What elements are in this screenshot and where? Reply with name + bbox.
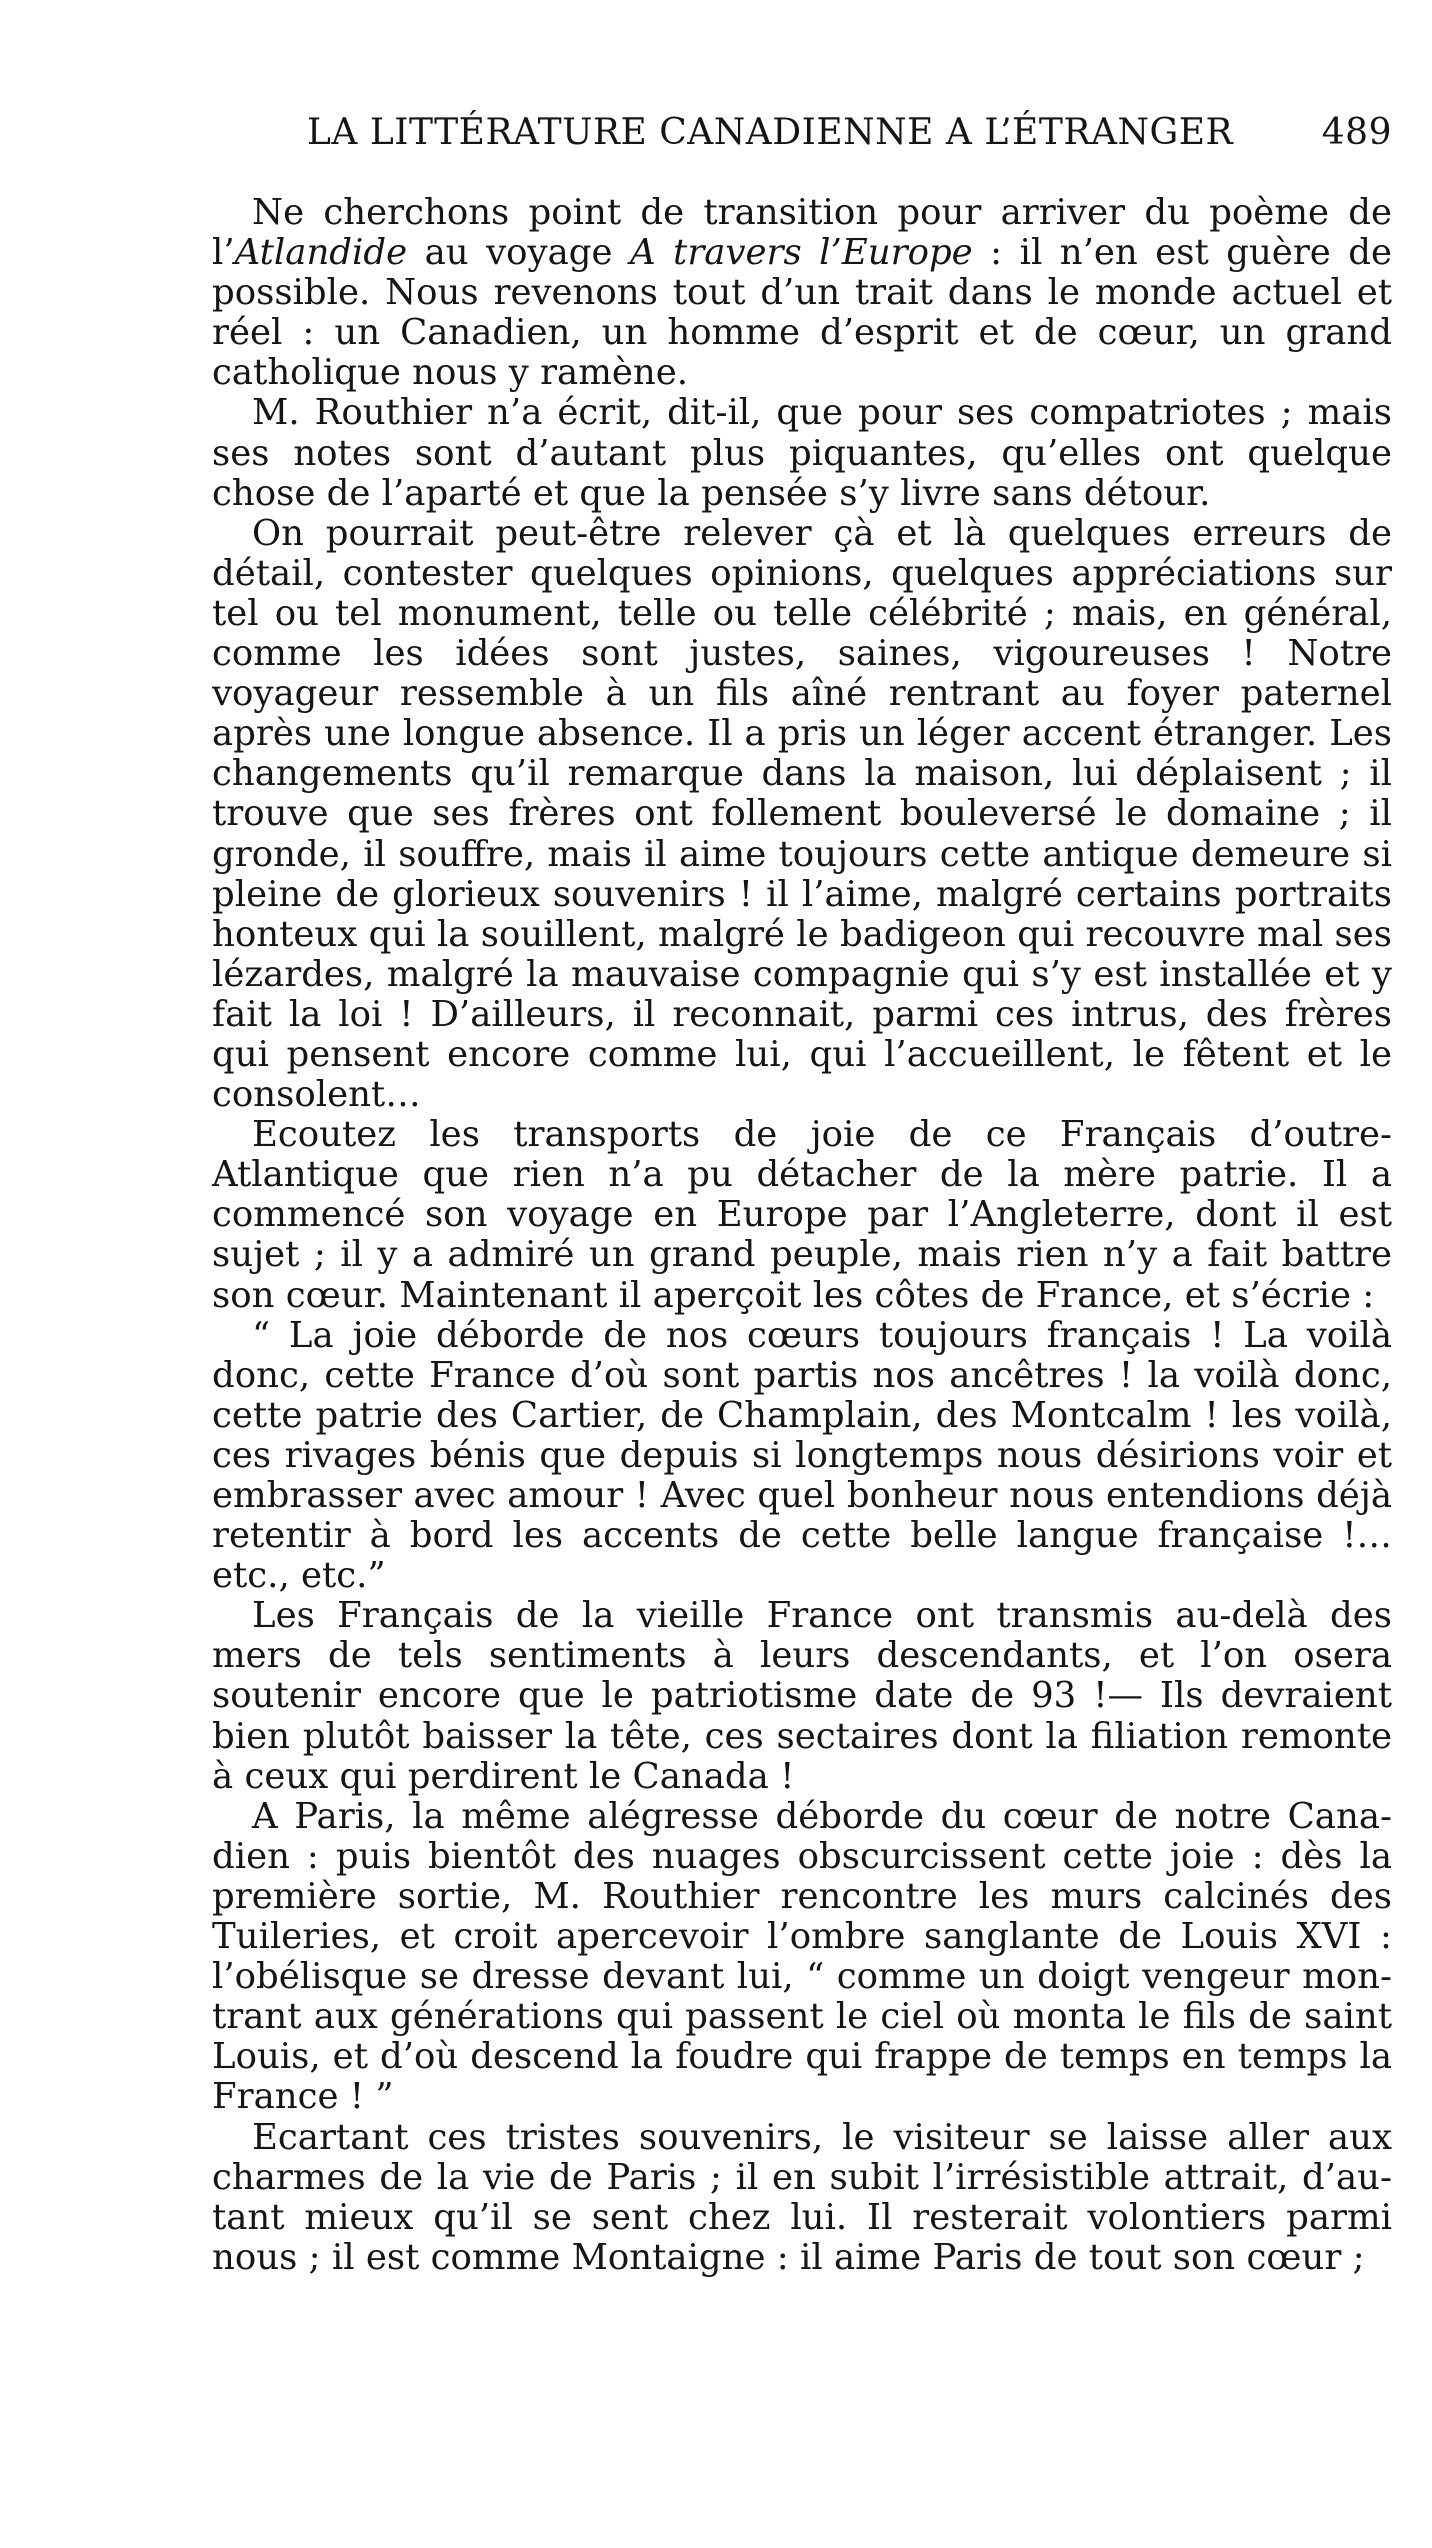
italic-title: Atlandide <box>234 232 408 274</box>
paragraph <box>212 514 1392 1115</box>
quotation-paragraph <box>212 1316 1392 1597</box>
text-run: Les Français de la vieille France ont transmis au-delà des mers de tels sentiments à leurs descendants, et l’on osera soutenir encore que le patriotisme date de 93 !— Ils devraient bien plutôt baisser la tête, ces sectaires dont la filiation remonte à ceux qui perdirent le Canada ! <box>212 1595 1392 1797</box>
text-run: Ne cherchons point de transition pour arriver du poème de l’ <box>212 192 1392 274</box>
paragraph <box>212 193 1392 393</box>
paragraph <box>212 1596 1392 1796</box>
paragraph <box>212 1115 1392 1315</box>
text-run: “ La joie déborde de nos cœurs toujours français ! La voilà donc, cette France d’où sont partis nos ancêtres ! la voilà donc, cette patrie des Cartier, de Champlain, des Montcalm ! les voilà, ces rivages bénis que depuis si longtemps nous désirions voir et embrasser avec amour ! Avec quel bonheur nous entendions déjà retentir à bord les accents de cette belle langue française !… etc., etc.” <box>212 1314 1392 1597</box>
running-title: LA LITTÉRATURE CANADIENNE A L’ÉTRANGER <box>307 112 1234 153</box>
text-run: A Paris, la même alégresse déborde du cœur de notre Canadien : puis bientôt des nuages obscurcissent cette joie : dès la première sortie, M. Routhier rencontre les murs calcinés des Tuileries, et croit apercevoir l’ombre sanglante de Louis XVI : l’obélisque se dresse devant lui, “ comme un doigt vengeur montrant aux générations qui passent le ciel où monta le fils de saint Louis, et d’où descend la foudre qui frappe de temps en temps la France ! ” <box>212 1795 1392 2118</box>
text-run: On pourrait peut-être relever çà et là quelques erreurs de détail, contester quelques opinions, quelques appréciations sur tel ou tel monument, telle ou telle célébrité ; mais, en général, comme les idées sont justes, saines, vigoureuses ! Notre voyageur ressemble à un fils aîné rentrant au foyer paternel après une longue absence. Il a pris un léger accent étranger. Les changements qu’il remarque dans la maison, lui déplaisent ; il trouve que ses frères ont follement bouleversé le domaine ; il gronde, il souffre, mais il aime toujours cette antique demeure si pleine de glorieux souvenirs ! il l’aime, malgré certains portraits honteux qui la souillent, malgré le badigeon qui recouvre mal ses lézardes, malgré la mauvaise compagnie qui s’y est installée et y fait la loi ! D’ailleurs, il reconnait, parmi ces intrus, des frères qui pensent encore comme lui, qui l’accueillent, le fêtent et le consolent… <box>212 512 1392 1116</box>
document-page <box>212 112 1392 2278</box>
text-run: Ecoutez les transports de joie de ce Français d’outre-Atlantique que rien n’a pu détacher de la mère patrie. Il a commencé son voyage en Europe par l’Angleterre, dont il est sujet ; il y a admiré un grand peuple, mais rien n’y a fait battre son cœur. Maintenant il aperçoit les côtes de France, et s’écrie : <box>212 1114 1392 1316</box>
text-run: M. Routhier n’a écrit, dit-il, que pour ses compatriotes ; mais ses notes sont d’autant plus piquantes, qu’elles ont quelque chose de l’aparté et que la pensée s’y livre sans détour. <box>212 392 1392 514</box>
running-head <box>307 112 1392 153</box>
text-run: Ecartant ces tristes souvenirs, le visiteur se laisse aller aux charmes de la vie de Paris ; il en subit l’irrésistible attrait, d’autant mieux qu’il se sent chez lui. Il resterait volontiers parmi nous ; il est comme Montaigne : il aime Paris de tout son cœur ; <box>212 2116 1392 2278</box>
paragraph <box>212 2118 1392 2278</box>
text-run: au voyage <box>407 232 630 274</box>
italic-title: A travers l’Europe <box>629 232 973 274</box>
paragraph <box>212 1797 1392 2118</box>
paragraph <box>212 393 1392 513</box>
text-run: : il n’en est guère de possible. Nous revenons tout d’un trait dans le monde actuel et réel : un Canadien, un homme d’esprit et de cœur, un grand catholique nous y ramène. <box>212 232 1393 394</box>
body-text <box>212 193 1392 2278</box>
page-number: 489 <box>1321 112 1392 153</box>
